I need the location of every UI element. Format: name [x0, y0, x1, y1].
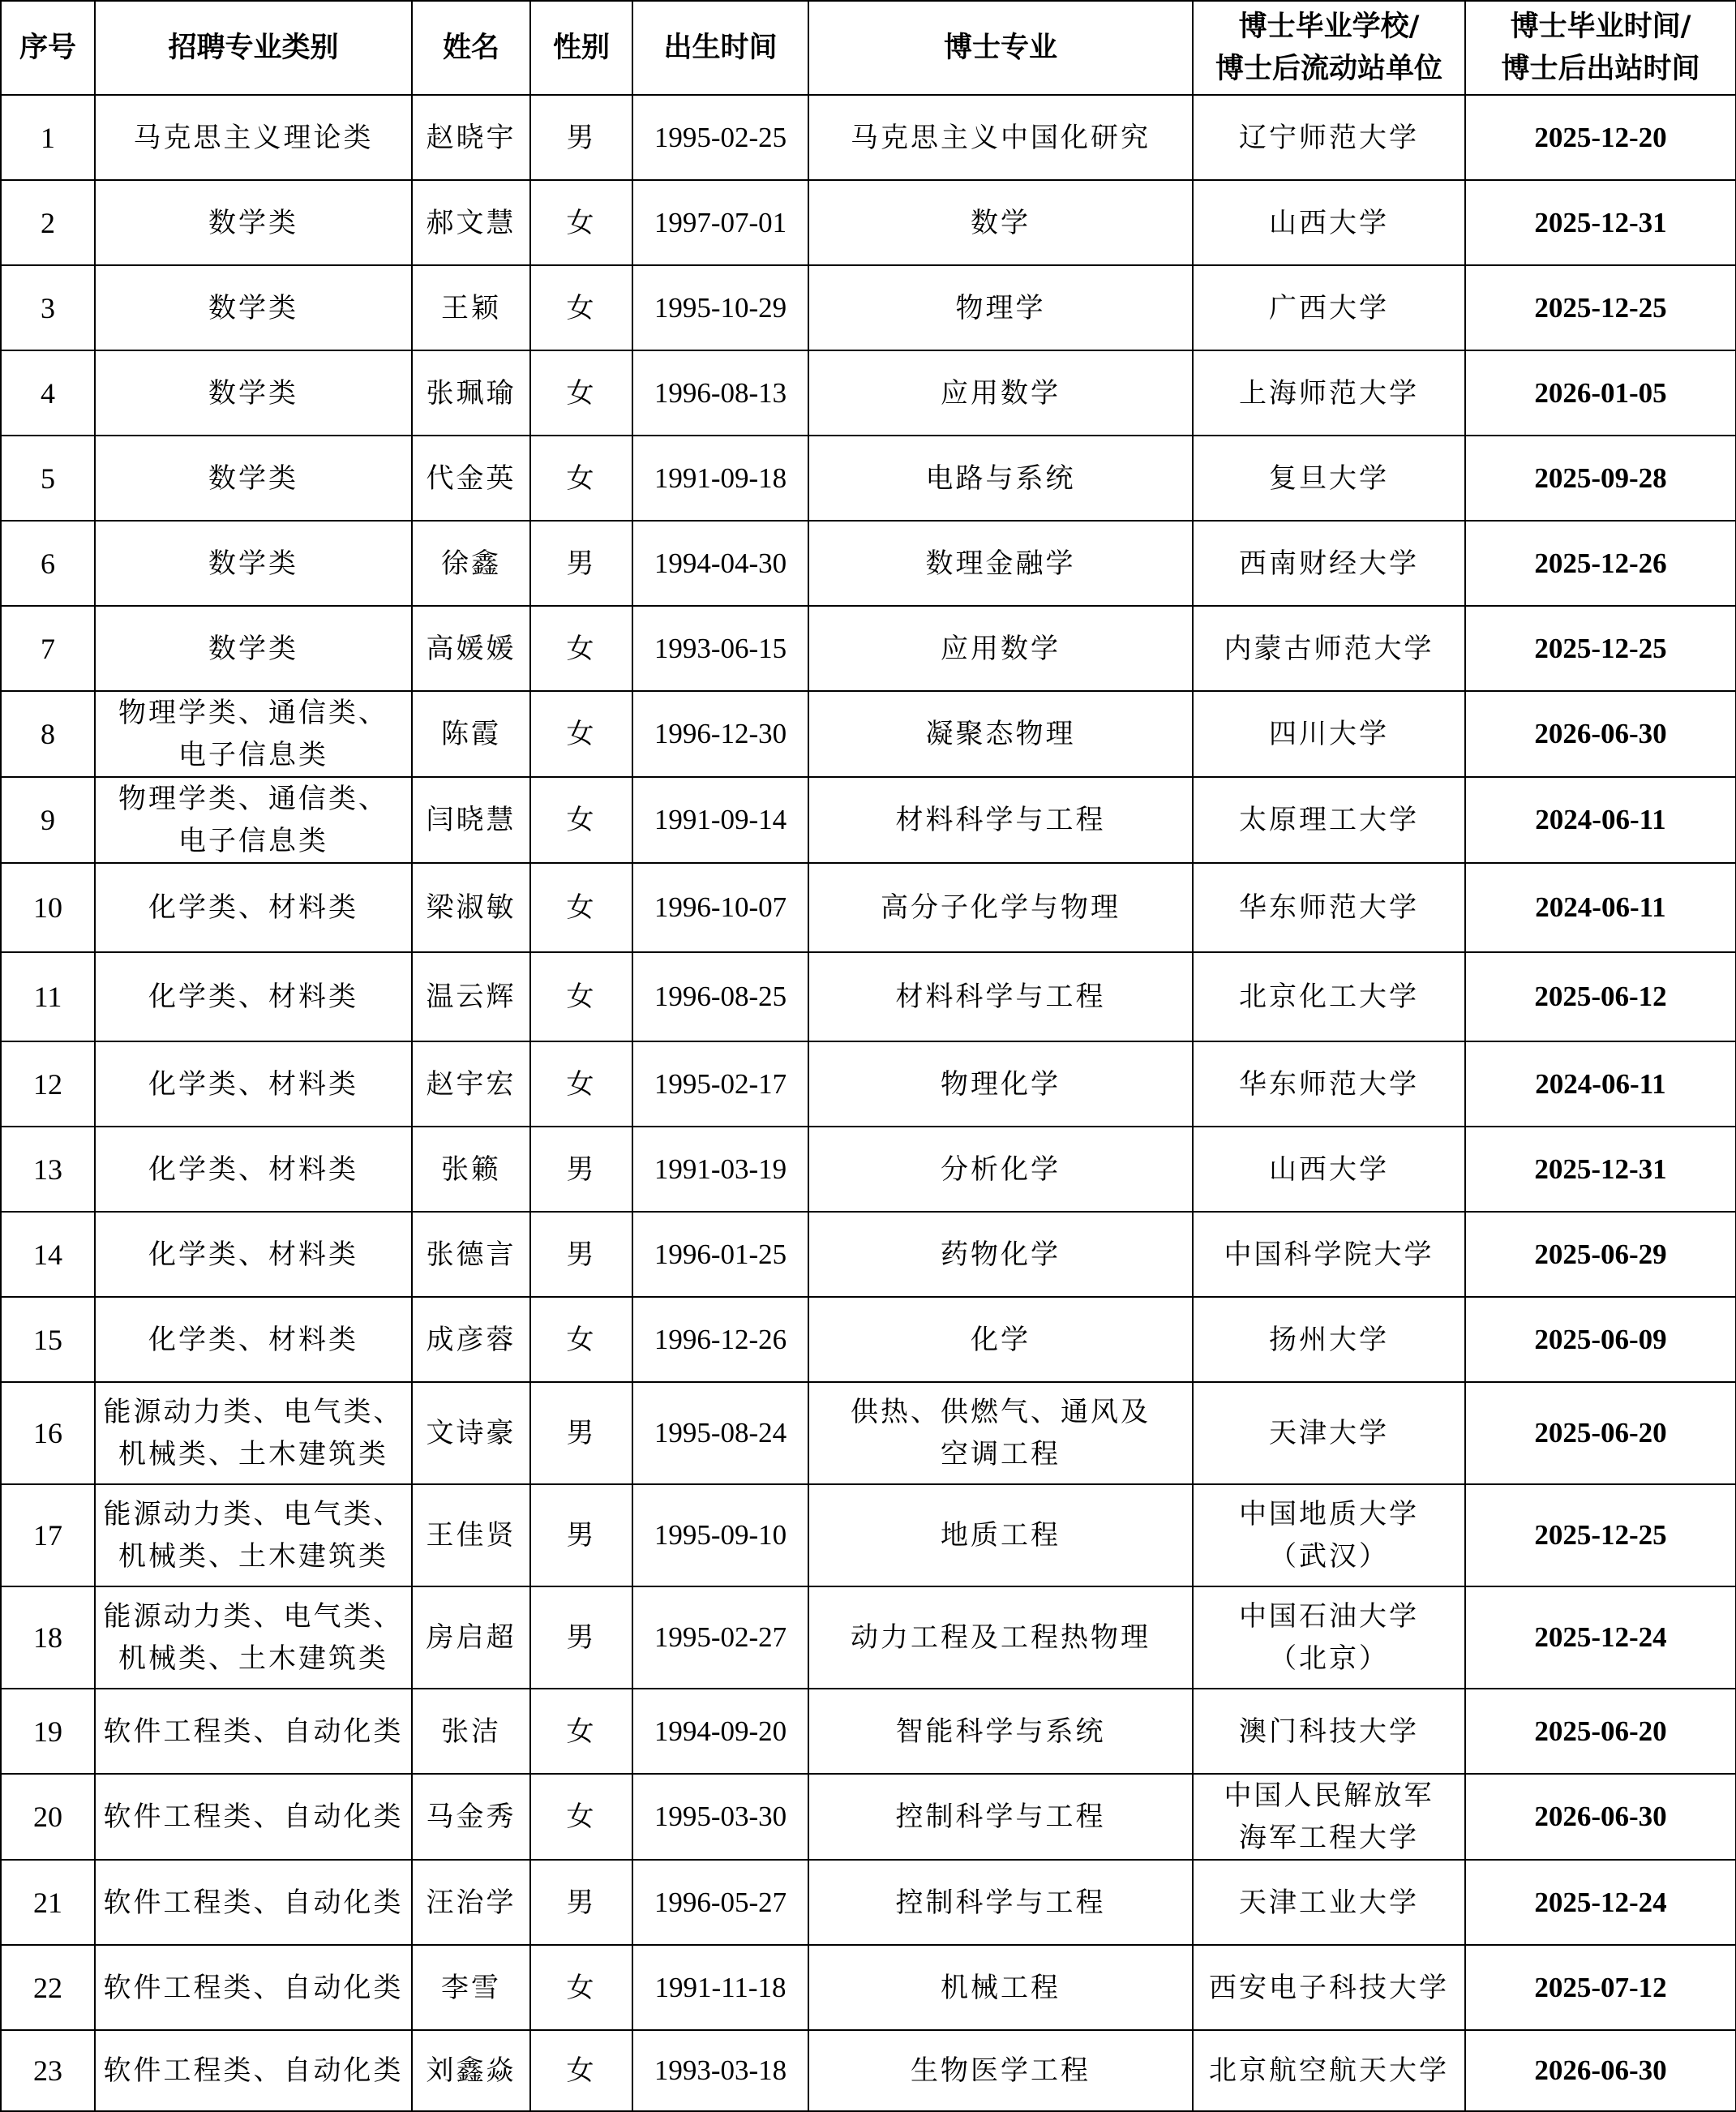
cell-name: 郝文慧	[412, 180, 530, 265]
cell-index: 15	[1, 1297, 95, 1382]
cell-school: 上海师范大学	[1193, 350, 1465, 436]
cell-school: 辽宁师范大学	[1193, 95, 1465, 180]
cell-gender: 女	[530, 1774, 632, 1860]
header-gender: 性别	[530, 1, 632, 95]
cell-index: 8	[1, 691, 95, 777]
cell-index: 9	[1, 777, 95, 863]
cell-category: 数学类	[95, 436, 412, 521]
cell-school: 华东师范大学	[1193, 863, 1465, 952]
cell-birth: 1995-09-10	[632, 1484, 808, 1586]
cell-gender: 女	[530, 606, 632, 691]
cell-birth: 1996-08-25	[632, 952, 808, 1041]
table-row	[1, 521, 1736, 606]
cell-major: 控制科学与工程	[808, 1774, 1193, 1860]
cell-end-date: 2024-06-11	[1465, 777, 1736, 863]
table-row	[1, 2030, 1736, 2111]
cell-category: 软件工程类、自动化类	[95, 1945, 412, 2030]
table-row	[1, 691, 1736, 777]
cell-index: 5	[1, 436, 95, 521]
cell-end-date: 2025-12-25	[1465, 265, 1736, 350]
cell-name: 文诗豪	[412, 1382, 530, 1484]
cell-major: 动力工程及工程热物理	[808, 1586, 1193, 1689]
cell-category: 数学类	[95, 180, 412, 265]
table-row	[1, 95, 1736, 180]
cell-name: 王佳贤	[412, 1484, 530, 1586]
header-index: 序号	[1, 1, 95, 95]
cell-major: 数学	[808, 180, 1193, 265]
cell-category: 软件工程类、自动化类	[95, 1774, 412, 1860]
cell-end-date: 2025-12-24	[1465, 1586, 1736, 1689]
cell-gender: 女	[530, 1689, 632, 1774]
cell-gender: 女	[530, 1041, 632, 1127]
cell-major: 分析化学	[808, 1127, 1193, 1212]
cell-category: 软件工程类、自动化类	[95, 1689, 412, 1774]
cell-birth: 1996-08-13	[632, 350, 808, 436]
cell-category: 化学类、材料类	[95, 1127, 412, 1212]
cell-index: 1	[1, 95, 95, 180]
cell-major: 数理金融学	[808, 521, 1193, 606]
cell-index: 22	[1, 1945, 95, 2030]
cell-school: 天津工业大学	[1193, 1860, 1465, 1945]
table-row	[1, 777, 1736, 863]
cell-name: 高媛媛	[412, 606, 530, 691]
cell-index: 6	[1, 521, 95, 606]
cell-end-date: 2025-12-20	[1465, 95, 1736, 180]
cell-birth: 1991-11-18	[632, 1945, 808, 2030]
cell-end-date: 2025-12-26	[1465, 521, 1736, 606]
header-row	[1, 1, 1736, 95]
table-row	[1, 1586, 1736, 1689]
cell-name: 陈霞	[412, 691, 530, 777]
cell-category: 化学类、材料类	[95, 952, 412, 1041]
cell-gender: 男	[530, 1860, 632, 1945]
cell-gender: 男	[530, 1484, 632, 1586]
cell-index: 4	[1, 350, 95, 436]
cell-birth: 1996-12-30	[632, 691, 808, 777]
cell-category: 数学类	[95, 606, 412, 691]
cell-category: 数学类	[95, 521, 412, 606]
cell-end-date: 2026-06-30	[1465, 2030, 1736, 2111]
cell-birth: 1993-03-18	[632, 2030, 808, 2111]
cell-category: 能源动力类、电气类、 机械类、土木建筑类	[95, 1382, 412, 1484]
cell-birth: 1995-02-27	[632, 1586, 808, 1689]
cell-name: 房启超	[412, 1586, 530, 1689]
cell-school: 广西大学	[1193, 265, 1465, 350]
cell-major: 应用数学	[808, 606, 1193, 691]
cell-category: 能源动力类、电气类、 机械类、土木建筑类	[95, 1484, 412, 1586]
table-row	[1, 952, 1736, 1041]
cell-name: 汪治学	[412, 1860, 530, 1945]
table-row	[1, 265, 1736, 350]
cell-birth: 1996-01-25	[632, 1212, 808, 1297]
cell-major: 药物化学	[808, 1212, 1193, 1297]
cell-category: 数学类	[95, 350, 412, 436]
cell-birth: 1993-06-15	[632, 606, 808, 691]
cell-major: 化学	[808, 1297, 1193, 1382]
cell-birth: 1996-12-26	[632, 1297, 808, 1382]
cell-name: 赵宇宏	[412, 1041, 530, 1127]
cell-index: 2	[1, 180, 95, 265]
cell-school: 内蒙古师范大学	[1193, 606, 1465, 691]
cell-name: 梁淑敏	[412, 863, 530, 952]
header-category: 招聘专业类别	[95, 1, 412, 95]
cell-index: 3	[1, 265, 95, 350]
cell-gender: 女	[530, 436, 632, 521]
cell-name: 温云辉	[412, 952, 530, 1041]
cell-birth: 1996-05-27	[632, 1860, 808, 1945]
cell-major: 生物医学工程	[808, 2030, 1193, 2111]
cell-school: 四川大学	[1193, 691, 1465, 777]
cell-index: 19	[1, 1689, 95, 1774]
cell-major: 物理学	[808, 265, 1193, 350]
cell-category: 能源动力类、电气类、 机械类、土木建筑类	[95, 1586, 412, 1689]
cell-major: 物理化学	[808, 1041, 1193, 1127]
cell-school: 山西大学	[1193, 1127, 1465, 1212]
cell-name: 徐鑫	[412, 521, 530, 606]
cell-end-date: 2025-09-28	[1465, 436, 1736, 521]
cell-category: 物理学类、通信类、 电子信息类	[95, 777, 412, 863]
cell-end-date: 2025-07-12	[1465, 1945, 1736, 2030]
cell-major: 控制科学与工程	[808, 1860, 1193, 1945]
table-row	[1, 1382, 1736, 1484]
cell-major: 材料科学与工程	[808, 952, 1193, 1041]
cell-index: 23	[1, 2030, 95, 2111]
cell-school: 天津大学	[1193, 1382, 1465, 1484]
cell-major: 供热、供燃气、通风及 空调工程	[808, 1382, 1193, 1484]
cell-birth: 1994-04-30	[632, 521, 808, 606]
cell-gender: 男	[530, 1382, 632, 1484]
cell-category: 化学类、材料类	[95, 1212, 412, 1297]
cell-end-date: 2025-12-25	[1465, 606, 1736, 691]
cell-end-date: 2026-01-05	[1465, 350, 1736, 436]
table-row	[1, 1689, 1736, 1774]
cell-end-date: 2026-06-30	[1465, 691, 1736, 777]
table-row	[1, 350, 1736, 436]
cell-school: 中国科学院大学	[1193, 1212, 1465, 1297]
cell-gender: 女	[530, 691, 632, 777]
cell-category: 数学类	[95, 265, 412, 350]
cell-category: 化学类、材料类	[95, 863, 412, 952]
table-row	[1, 863, 1736, 952]
cell-end-date: 2025-12-31	[1465, 1127, 1736, 1212]
cell-name: 张籁	[412, 1127, 530, 1212]
cell-birth: 1995-03-30	[632, 1774, 808, 1860]
cell-name: 闫晓慧	[412, 777, 530, 863]
cell-end-date: 2024-06-11	[1465, 863, 1736, 952]
cell-index: 11	[1, 952, 95, 1041]
cell-birth: 1995-08-24	[632, 1382, 808, 1484]
cell-school: 北京化工大学	[1193, 952, 1465, 1041]
cell-gender: 女	[530, 350, 632, 436]
table-row	[1, 1945, 1736, 2030]
cell-school: 北京航空航天大学	[1193, 2030, 1465, 2111]
cell-birth: 1991-03-19	[632, 1127, 808, 1212]
cell-category: 马克思主义理论类	[95, 95, 412, 180]
cell-major: 地质工程	[808, 1484, 1193, 1586]
cell-gender: 男	[530, 95, 632, 180]
cell-end-date: 2025-12-25	[1465, 1484, 1736, 1586]
table-row	[1, 436, 1736, 521]
cell-index: 12	[1, 1041, 95, 1127]
cell-gender: 男	[530, 1212, 632, 1297]
header-birth: 出生时间	[632, 1, 808, 95]
cell-index: 18	[1, 1586, 95, 1689]
cell-birth: 1997-07-01	[632, 180, 808, 265]
cell-gender: 女	[530, 180, 632, 265]
cell-gender: 女	[530, 2030, 632, 2111]
cell-school: 华东师范大学	[1193, 1041, 1465, 1127]
cell-gender: 女	[530, 265, 632, 350]
cell-category: 软件工程类、自动化类	[95, 2030, 412, 2111]
table-row	[1, 1297, 1736, 1382]
cell-end-date: 2025-12-31	[1465, 180, 1736, 265]
table-row	[1, 1860, 1736, 1945]
cell-category: 物理学类、通信类、 电子信息类	[95, 691, 412, 777]
cell-major: 马克思主义中国化研究	[808, 95, 1193, 180]
table-row	[1, 1212, 1736, 1297]
cell-birth: 1994-09-20	[632, 1689, 808, 1774]
cell-index: 16	[1, 1382, 95, 1484]
table-row	[1, 1774, 1736, 1860]
cell-birth: 1991-09-14	[632, 777, 808, 863]
table-row	[1, 1127, 1736, 1212]
cell-school: 中国地质大学 （武汉）	[1193, 1484, 1465, 1586]
cell-end-date: 2024-06-11	[1465, 1041, 1736, 1127]
table-row	[1, 1484, 1736, 1586]
cell-school: 太原理工大学	[1193, 777, 1465, 863]
cell-gender: 女	[530, 952, 632, 1041]
header-major: 博士专业	[808, 1, 1193, 95]
cell-school: 复旦大学	[1193, 436, 1465, 521]
cell-end-date: 2026-06-30	[1465, 1774, 1736, 1860]
cell-school: 山西大学	[1193, 180, 1465, 265]
cell-name: 刘鑫焱	[412, 2030, 530, 2111]
cell-major: 智能科学与系统	[808, 1689, 1193, 1774]
cell-name: 李雪	[412, 1945, 530, 2030]
cell-school: 澳门科技大学	[1193, 1689, 1465, 1774]
header-name: 姓名	[412, 1, 530, 95]
cell-major: 材料科学与工程	[808, 777, 1193, 863]
cell-birth: 1995-02-17	[632, 1041, 808, 1127]
cell-end-date: 2025-06-12	[1465, 952, 1736, 1041]
cell-major: 高分子化学与物理	[808, 863, 1193, 952]
cell-major: 凝聚态物理	[808, 691, 1193, 777]
header-school: 博士毕业学校/ 博士后流动站单位	[1193, 1, 1465, 95]
cell-name: 成彦蓉	[412, 1297, 530, 1382]
cell-birth: 1995-02-25	[632, 95, 808, 180]
cell-school: 西南财经大学	[1193, 521, 1465, 606]
cell-gender: 女	[530, 1297, 632, 1382]
cell-gender: 女	[530, 777, 632, 863]
cell-name: 代金英	[412, 436, 530, 521]
cell-birth: 1991-09-18	[632, 436, 808, 521]
table-row	[1, 180, 1736, 265]
cell-name: 王颖	[412, 265, 530, 350]
cell-end-date: 2025-12-24	[1465, 1860, 1736, 1945]
table-body	[1, 95, 1736, 2111]
cell-school: 西安电子科技大学	[1193, 1945, 1465, 2030]
cell-gender: 女	[530, 1945, 632, 2030]
cell-name: 张洁	[412, 1689, 530, 1774]
cell-gender: 男	[530, 521, 632, 606]
cell-gender: 女	[530, 863, 632, 952]
cell-index: 17	[1, 1484, 95, 1586]
cell-end-date: 2025-06-20	[1465, 1382, 1736, 1484]
cell-birth: 1996-10-07	[632, 863, 808, 952]
cell-end-date: 2025-06-29	[1465, 1212, 1736, 1297]
cell-name: 赵晓宇	[412, 95, 530, 180]
cell-index: 21	[1, 1860, 95, 1945]
cell-name: 张德言	[412, 1212, 530, 1297]
cell-major: 电路与系统	[808, 436, 1193, 521]
cell-category: 化学类、材料类	[95, 1297, 412, 1382]
table-row	[1, 606, 1736, 691]
cell-school: 中国石油大学 （北京）	[1193, 1586, 1465, 1689]
cell-index: 20	[1, 1774, 95, 1860]
cell-gender: 男	[530, 1586, 632, 1689]
cell-school: 中国人民解放军 海军工程大学	[1193, 1774, 1465, 1860]
cell-name: 张珮瑜	[412, 350, 530, 436]
cell-index: 7	[1, 606, 95, 691]
header-end-date: 博士毕业时间/ 博士后出站时间	[1465, 1, 1736, 95]
cell-end-date: 2025-06-20	[1465, 1689, 1736, 1774]
table-row	[1, 1041, 1736, 1127]
cell-category: 软件工程类、自动化类	[95, 1860, 412, 1945]
cell-index: 14	[1, 1212, 95, 1297]
cell-index: 13	[1, 1127, 95, 1212]
cell-major: 机械工程	[808, 1945, 1193, 2030]
cell-major: 应用数学	[808, 350, 1193, 436]
cell-index: 10	[1, 863, 95, 952]
cell-school: 扬州大学	[1193, 1297, 1465, 1382]
cell-end-date: 2025-06-09	[1465, 1297, 1736, 1382]
cell-category: 化学类、材料类	[95, 1041, 412, 1127]
cell-name: 马金秀	[412, 1774, 530, 1860]
cell-birth: 1995-10-29	[632, 265, 808, 350]
cell-gender: 男	[530, 1127, 632, 1212]
